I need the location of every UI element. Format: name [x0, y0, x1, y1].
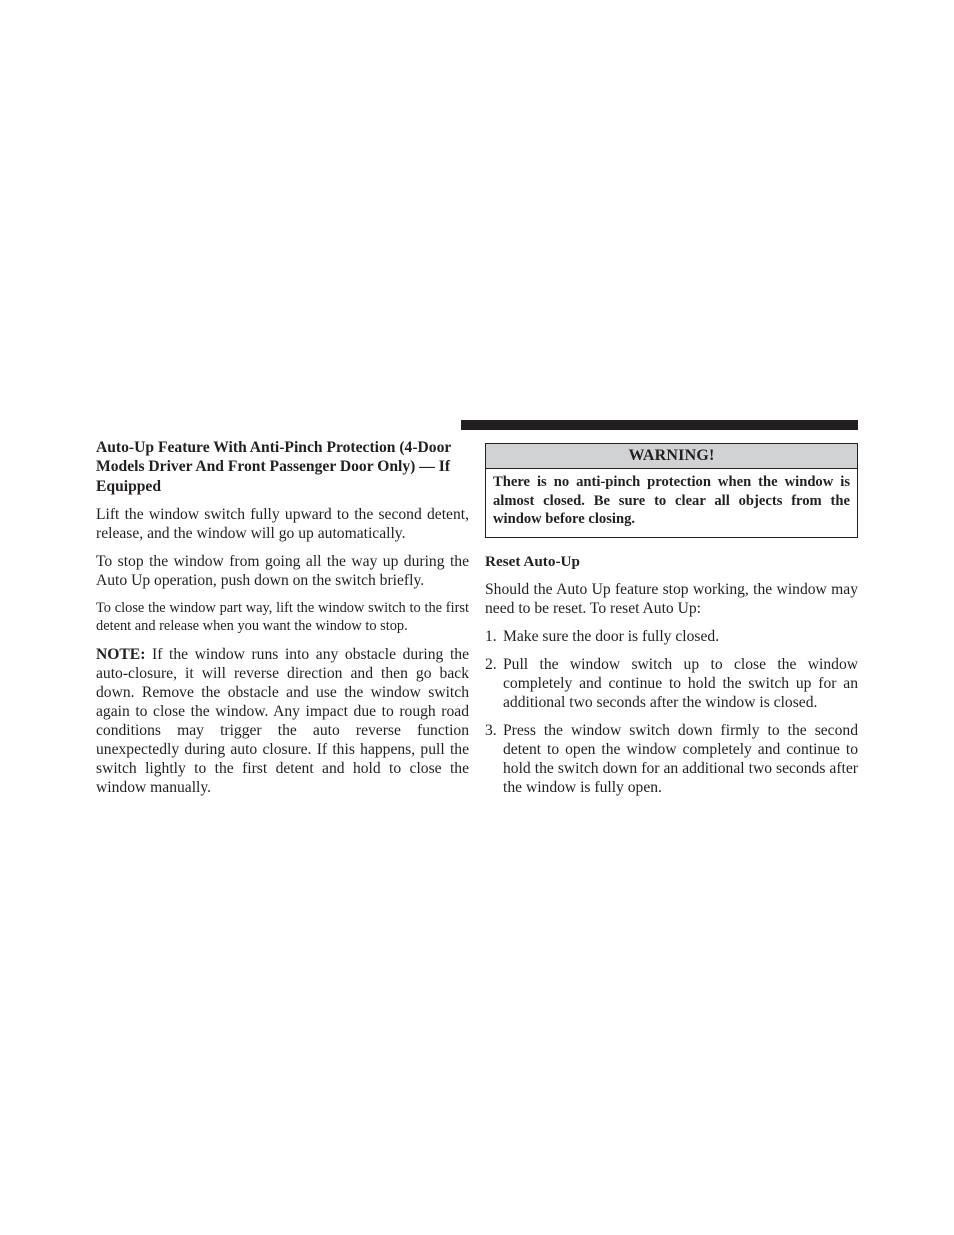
paragraph-lift-switch: Lift the window switch fully upward to the second detent, release, and the window will go up automatically. [96, 505, 469, 542]
section-divider-bar [461, 420, 858, 430]
section-heading: Auto-Up Feature With Anti-Pinch Protection (4-Door Models Driver And Front Passenger Door Only) — If Equipped [96, 439, 452, 495]
warning-box [485, 443, 858, 538]
note-label: NOTE: [96, 645, 146, 663]
left-column [96, 438, 469, 806]
paragraph-close-part-way: To close the window part way, lift the window switch to the first detent and release when you want the window to stop. [96, 599, 469, 635]
step-number: 2. [485, 655, 497, 673]
note-text: If the window runs into any obstacle during the auto-closure, it will reverse direction and then go back down. Remove the obstacle and use the window switch again to close the window. Any impact due to rough road conditions may trigger the auto reverse function unexpectedly during auto closure. If this happens, pull the switch lightly to the first detent and hold to close the window manually. [96, 645, 469, 796]
list-item [485, 627, 858, 646]
list-item [485, 655, 858, 712]
step-number: 1. [485, 627, 497, 645]
reset-intro: Should the Auto Up feature stop working, the window may need to be reset. To reset Auto Up: [485, 580, 858, 617]
note-paragraph [96, 645, 469, 797]
reset-subheading: Reset Auto-Up [485, 552, 580, 570]
step-number: 3. [485, 721, 497, 739]
step-text: Pull the window switch up to close the window completely and continue to hold the switch up for an additional two seconds after the window is closed. [503, 655, 858, 711]
step-text: Press the window switch down firmly to the second detent to open the window completely and continue to hold the switch down for an additional two seconds after the window is fully open. [503, 721, 858, 796]
warning-text: There is no anti-pinch protection when the window is almost closed. Be sure to clear all objects from the window before closing. [493, 474, 850, 527]
list-item [485, 721, 858, 797]
warning-title: WARNING! [486, 444, 857, 469]
right-column [485, 438, 858, 806]
step-text: Make sure the door is fully closed. [503, 627, 720, 645]
reset-steps-list [485, 627, 858, 797]
paragraph-stop-window: To stop the window from going all the way up during the Auto Up operation, push down on the switch briefly. [96, 552, 469, 589]
